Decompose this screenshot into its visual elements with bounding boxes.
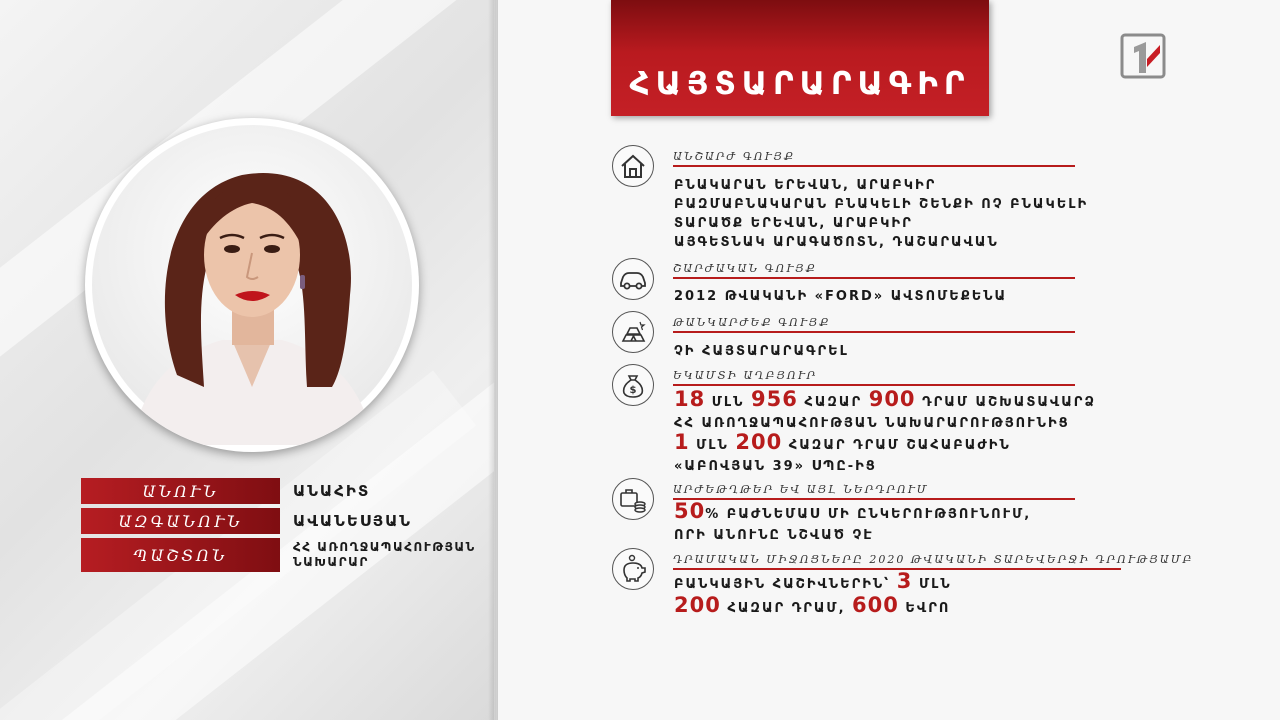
position-line-2: ՆԱԽԱՐԱՐ <box>293 555 369 569</box>
money-bag-icon <box>612 364 654 406</box>
income-number: 900 <box>868 387 916 411</box>
cash-number: 600 <box>852 593 899 617</box>
income-tail: ՀԱԶԱՐ ԴՐԱՄ ՇԱՀԱԲԱԺԻՆ <box>788 438 1011 453</box>
piggy-bank-icon <box>612 548 654 590</box>
real-estate-text <box>674 176 1088 252</box>
first-name-value: ԱՆԱՀԻՏ <box>293 482 371 500</box>
position-label: ՊԱՇՏՈՆ <box>81 538 280 572</box>
cash-number: 3 <box>896 569 913 593</box>
income-text <box>674 387 1096 476</box>
portrait-illustration <box>92 125 412 445</box>
securities-line-2: ՈՐԻ ԱՆՈՒՆԸ ՆՇՎԱԾ ՉԷ <box>674 528 874 543</box>
portrait-photo <box>85 118 419 452</box>
securities-text <box>674 499 1032 545</box>
section-divider <box>673 165 1075 167</box>
position-value <box>293 540 476 570</box>
income-number: 956 <box>750 387 798 411</box>
cash-tail: ԵՎՐՈ <box>905 601 951 616</box>
declaration-banner <box>611 0 989 116</box>
income-tail: ԴՐԱՄ ԱՇԽԱՏԱՎԱՐՁ <box>922 395 1096 410</box>
income-title: ԵԿԱՄՏԻ ԱՂԲՅՈՒՐ <box>673 369 818 382</box>
real-estate-line: ԲԱԶՄԱԲՆԱԿԱՐԱՆ ԲՆԱԿԵԼԻ ՇԵՆՔԻ ՈՉ ԲՆԱԿԵԼԻ <box>674 197 1089 212</box>
real-estate-line: ԱՅԳԵՏՆԱԿ ԱՐԱԳԱԾՈՏՆ, ԴԱՇԱՐԱՎԱՆ <box>674 235 999 250</box>
securities-title: ԱՐԺԵԹՂԹԵՐ ԵՎ ԱՅԼ ՆԵՐԴՐՈՒՄ <box>673 483 929 496</box>
income-number: 200 <box>735 430 783 454</box>
cash-lead: ԲԱՆԿԱՅԻՆ ՀԱՇԻՎՆԵՐԻՆ՝ <box>674 577 891 592</box>
channel-logo-icon <box>1120 33 1166 79</box>
last-name-label: ԱԶԳԱՆՈՒՆ <box>81 508 280 534</box>
panel-divider <box>488 0 498 720</box>
section-divider <box>673 384 1075 386</box>
valuables-line: ՉԻ ՀԱՅՏԱՐԱՐԱԳՐԵԼ <box>674 344 849 359</box>
last-name-value: ԱՎԱՆԵՍՅԱՆ <box>293 512 413 530</box>
section-divider <box>673 277 1075 279</box>
movable-title: ՇԱՐԺԱԿԱՆ ԳՈՒՅՔ <box>673 262 817 275</box>
securities-number: 50 <box>674 499 706 523</box>
income-number: 18 <box>674 387 706 411</box>
cash-title: ԴՐԱՄԱԿԱՆ ՄԻՋՈՑՆԵՐԸ 2020 ԹՎԱԿԱՆԻ ՏԱՐԵՎԵՐՋԻ ԴՐՈՒԹՅԱՄԲ <box>673 553 1194 566</box>
cash-tail: ՀԱԶԱՐ ԴՐԱՄ, <box>727 601 846 616</box>
income-line-3 <box>674 430 1096 457</box>
position-line-1: ՀՀ ԱՌՈՂՋԱՊԱՀՈՒԹՅԱՆ <box>293 540 476 554</box>
securities-tail: % ԲԱԺՆԵՄԱՍ ՄԻ ԸՆԿԵՐՈՒԹՅՈՒՆՈՒՄ, <box>705 507 1032 522</box>
income-line-4: «ԱԲՈՎՅԱՆ 39» ՍՊԸ-ԻՑ <box>674 459 877 474</box>
income-unit: ՄԼՆ <box>696 438 729 453</box>
cash-number: 200 <box>674 593 721 617</box>
house-icon <box>612 145 654 187</box>
income-unit: ՄԼՆ <box>711 395 745 410</box>
real-estate-line: ՏԱՐԱԾՔ ԵՐԵՎԱՆ, ԱՐԱԲԿԻՐ <box>674 216 913 231</box>
section-divider <box>673 498 1075 500</box>
income-line-2: ՀՀ ԱՌՈՂՋԱՊԱՀՈՒԹՅԱՆ ՆԱԽԱՐԱՐՈՒԹՅՈՒՆԻՑ <box>674 416 1070 431</box>
securities-line-1 <box>674 499 1032 526</box>
gold-bars-icon <box>612 311 654 353</box>
income-unit: ՀԱԶԱՐ <box>804 395 863 410</box>
first-name-label: ԱՆՈՒՆ <box>81 478 280 504</box>
income-line-1 <box>674 387 1096 414</box>
valuables-title: ԹԱՆԿԱՐԺԵՔ ԳՈՒՅՔ <box>673 316 831 329</box>
car-icon <box>612 258 654 300</box>
cash-unit: ՄԼՆ <box>918 577 952 592</box>
cash-text <box>674 569 952 620</box>
movable-line: 2012 ԹՎԱԿԱՆԻ «FORD» ԱՎՏՈՄԵՔԵՆԱ <box>674 289 1008 304</box>
real-estate-title: ԱՆՇԱՐԺ ԳՈՒՅՔ <box>673 150 796 163</box>
income-number: 1 <box>674 430 690 454</box>
cash-line-2 <box>674 593 952 620</box>
banner-title: ՀԱՅՏԱՐԱՐԱԳԻՐ <box>629 66 971 102</box>
section-divider <box>673 331 1075 333</box>
real-estate-line: ԲՆԱԿԱՐԱՆ ԵՐԵՎԱՆ, ԱՐԱԲԿԻՐ <box>674 178 937 193</box>
svg-text:$: $ <box>629 385 637 396</box>
briefcase-coins-icon <box>612 478 654 520</box>
